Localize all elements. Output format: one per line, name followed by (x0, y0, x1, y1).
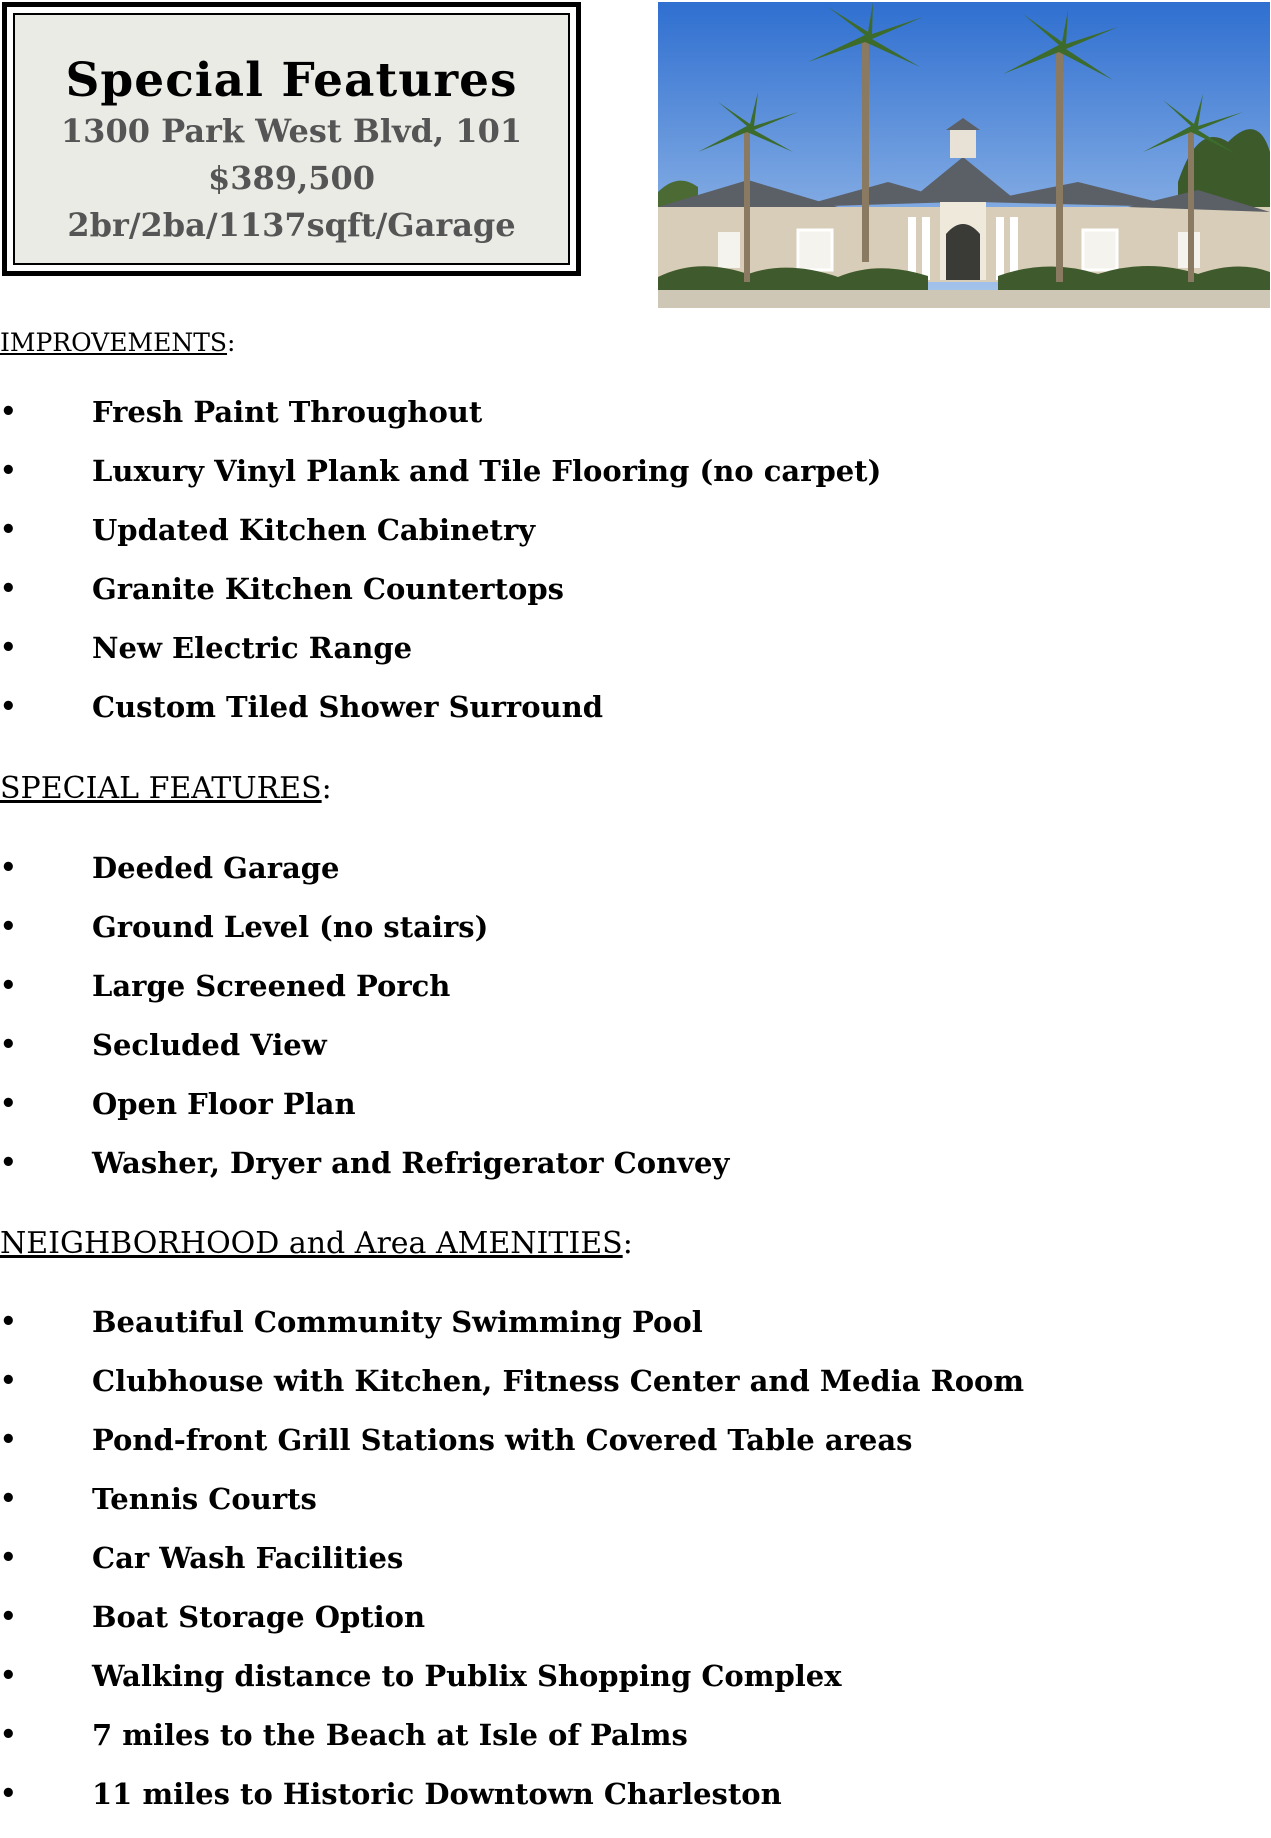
list-item (0, 912, 1271, 971)
list-item (0, 1543, 1271, 1602)
bullet-icon: • (0, 1030, 17, 1060)
list-item-text: Open Floor Plan (92, 1087, 356, 1121)
list-item (0, 1089, 1271, 1148)
improvements-heading (0, 328, 235, 357)
list-item-text: Clubhouse with Kitchen, Fitness Center and Media Room (92, 1364, 1025, 1398)
bullet-icon: • (0, 1661, 17, 1691)
bullet-icon: • (0, 692, 17, 722)
heading-colon: : (321, 771, 332, 806)
bullet-icon: • (0, 1425, 17, 1455)
bullet-icon: • (0, 397, 17, 427)
list-item-text: Ground Level (no stairs) (92, 910, 489, 944)
amenities-heading (0, 1226, 633, 1261)
amenities-list (0, 1307, 1271, 1838)
list-item (0, 1661, 1271, 1720)
list-item-text: Fresh Paint Throughout (92, 395, 483, 429)
list-item-text: 7 miles to the Beach at Isle of Palms (92, 1718, 688, 1752)
list-item (0, 971, 1271, 1030)
price: $389,500 (208, 159, 375, 197)
list-item-text: Updated Kitchen Cabinetry (92, 513, 536, 547)
list-item (0, 574, 1271, 633)
list-item (0, 1425, 1271, 1484)
bullet-icon: • (0, 1543, 17, 1573)
special-features-list (0, 853, 1271, 1207)
list-item-text: New Electric Range (92, 631, 413, 665)
list-item (0, 1779, 1271, 1838)
list-item-text: Deeded Garage (92, 851, 340, 885)
list-item-text: Tennis Courts (92, 1482, 317, 1516)
clubhouse-photo (658, 2, 1270, 308)
special-features-heading-text: SPECIAL FEATURES (0, 771, 322, 806)
bullet-icon: • (0, 971, 17, 1001)
bullet-icon: • (0, 456, 17, 486)
list-item (0, 515, 1271, 574)
list-item (0, 1307, 1271, 1366)
page-title: Special Features (65, 53, 518, 108)
bullet-icon: • (0, 1148, 17, 1178)
list-item-text: Washer, Dryer and Refrigerator Convey (92, 1146, 730, 1180)
list-item-text: Car Wash Facilities (92, 1541, 404, 1575)
address: 1300 Park West Blvd, 101 (60, 112, 523, 150)
list-item-text: Walking distance to Publix Shopping Complex (92, 1659, 842, 1693)
list-item (0, 1366, 1271, 1425)
heading-colon: : (227, 328, 236, 357)
list-item-text: Beautiful Community Swimming Pool (92, 1305, 703, 1339)
improvements-heading-text: IMPROVEMENTS (0, 328, 228, 357)
improvements-list (0, 397, 1271, 751)
list-item-text: Luxury Vinyl Plank and Tile Flooring (no carpet) (92, 454, 882, 488)
amenities-heading-text: NEIGHBORHOOD and Area AMENITIES (0, 1226, 623, 1261)
bullet-icon: • (0, 1089, 17, 1119)
list-item (0, 1602, 1271, 1661)
bullet-icon: • (0, 1307, 17, 1337)
list-item (0, 1720, 1271, 1779)
list-item (0, 1030, 1271, 1089)
heading-colon: : (622, 1226, 633, 1261)
bullet-icon: • (0, 1602, 17, 1632)
list-item-text: Custom Tiled Shower Surround (92, 690, 603, 724)
special-features-heading (0, 771, 332, 806)
bullet-icon: • (0, 1366, 17, 1396)
list-item (0, 692, 1271, 751)
bullet-icon: • (0, 1779, 17, 1809)
list-item (0, 853, 1271, 912)
title-inner (13, 13, 570, 265)
bullet-icon: • (0, 1720, 17, 1750)
list-item (0, 397, 1271, 456)
list-item-text: Secluded View (92, 1028, 327, 1062)
bullet-icon: • (0, 1484, 17, 1514)
title-box (2, 2, 581, 276)
list-item (0, 456, 1271, 515)
bullet-icon: • (0, 574, 17, 604)
property-summary: 2br/2ba/1137sqft/Garage (67, 206, 516, 244)
list-item-text: Pond-front Grill Stations with Covered Table areas (92, 1423, 913, 1457)
list-item (0, 633, 1271, 692)
bullet-icon: • (0, 515, 17, 545)
bullet-icon: • (0, 912, 17, 942)
list-item-text: Large Screened Porch (92, 969, 451, 1003)
list-item-text: Granite Kitchen Countertops (92, 572, 564, 606)
bullet-icon: • (0, 633, 17, 663)
bullet-icon: • (0, 853, 17, 883)
list-item (0, 1484, 1271, 1543)
list-item-text: Boat Storage Option (92, 1600, 426, 1634)
list-item-text: 11 miles to Historic Downtown Charleston (92, 1777, 782, 1811)
list-item (0, 1148, 1271, 1207)
